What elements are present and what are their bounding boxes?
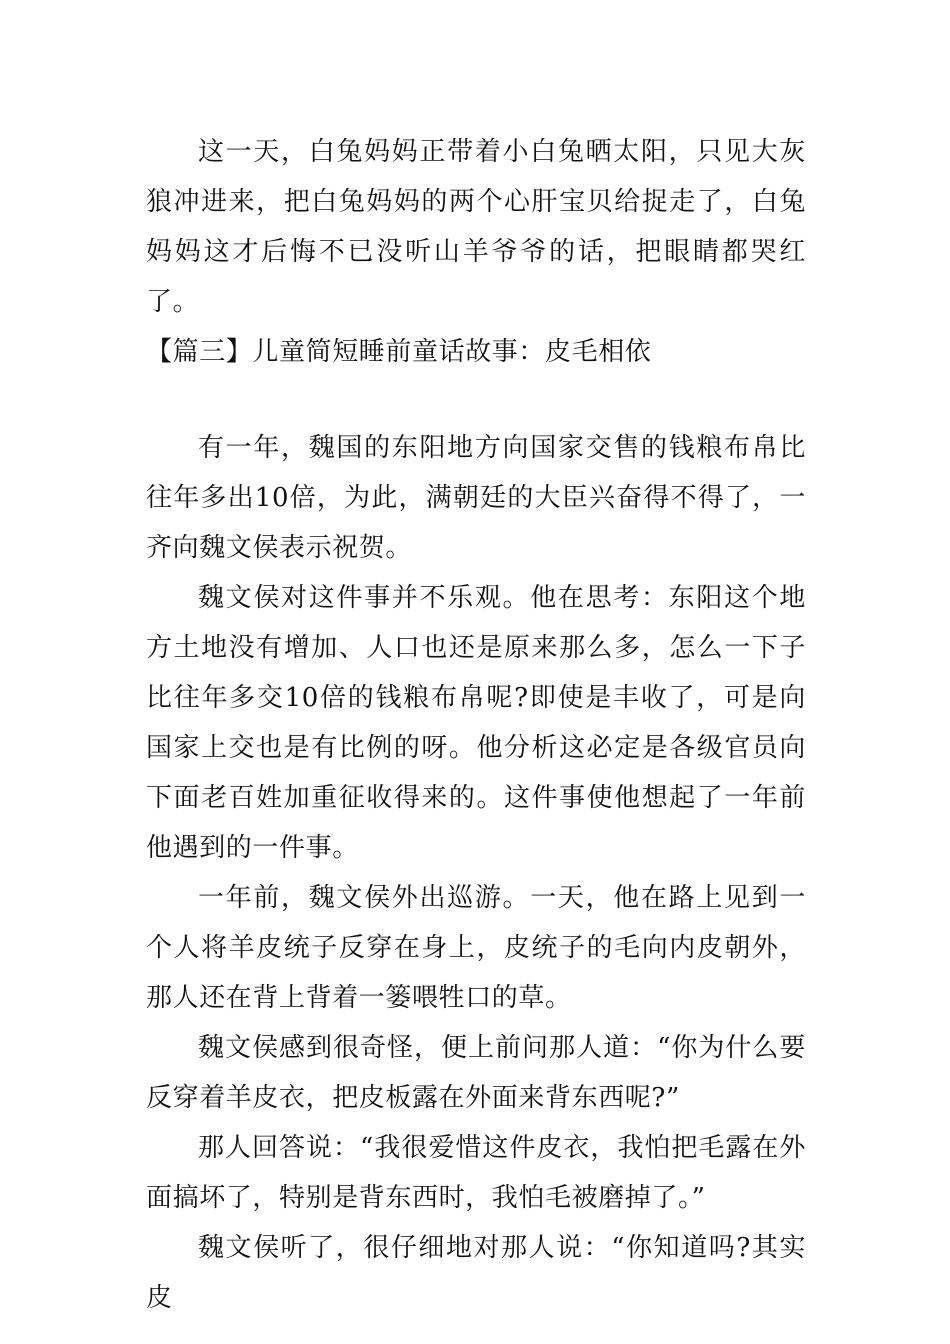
paragraph: 一年前，魏文侯外出巡游。一天，他在路上见到一个人将羊皮统子反穿在身上，皮统子的毛向内皮朝外，那人还在背上背着一篓喂牲口的草。: [146, 883, 806, 1013]
paragraph: 那人回答说：“我很爱惜这件皮衣，我怕把毛露在外面搞坏了，特别是背东西时，我怕毛被磨掉了。”: [146, 1133, 806, 1213]
paragraph: 魏文侯听了，很仔细地对那人说：“你知道吗?其实皮: [146, 1233, 806, 1313]
paragraph: 魏文侯感到很奇怪，便上前问那人道：“你为什么要反穿着羊皮衣，把皮板露在外面来背东西呢?”: [146, 1033, 806, 1113]
paragraph: 魏文侯对这件事并不乐观。他在思考：东阳这个地方土地没有增加、人口也还是原来那么多，怎么一下子比往年多交10倍的钱粮布帛呢?即使是丰收了，可是向国家上交也是有比例的呀。他分析这必定是各级官员向下面老百姓加重征收得来的。这件事使他想起了一年前他遇到的一件事。: [146, 583, 806, 863]
section-spacer: [146, 377, 806, 423]
paragraph: 有一年，魏国的东阳地方向国家交售的钱粮布帛比往年多出10倍，为此，满朝廷的大臣兴奋得不得了，一齐向魏文侯表示祝贺。: [146, 433, 806, 563]
section-heading: 【篇三】儿童简短睡前童话故事：皮毛相依: [146, 337, 652, 367]
document-body: [146, 127, 806, 1323]
paragraph-intro: 这一天，白兔妈妈正带着小白兔晒太阳，只见大灰狼冲进来，把白兔妈妈的两个心肝宝贝给捉走了，白兔妈妈这才后悔不已没听山羊爷爷的话，把眼睛都哭红了。: [146, 137, 806, 317]
